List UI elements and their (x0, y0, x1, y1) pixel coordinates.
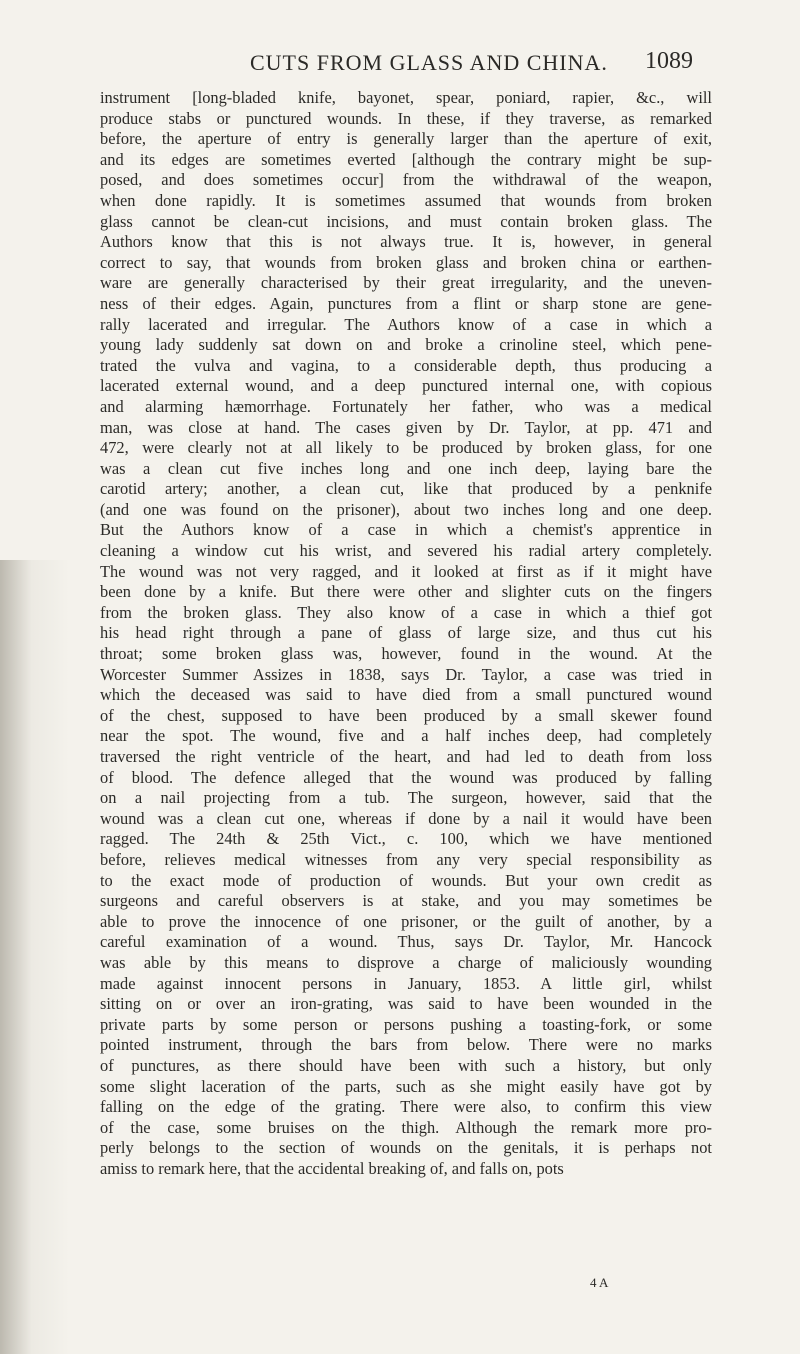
page-number: 1089 (645, 48, 693, 74)
text-line: traversed the right ventricle of the heart, and had led to death from loss (100, 747, 712, 766)
text-line: when done rapidly. It is sometimes assumed that wounds from broken (100, 190, 712, 210)
text-line: instrument [long-bladed knife, bayonet, spear, poniard, rapier, &c., will (100, 88, 712, 107)
text-line: Worcester Summer Assizes in 1838, says Dr. Taylor, a case was tried in (100, 664, 712, 684)
text-line: which the deceased was said to have died from a small punctured wound (100, 685, 712, 705)
text-line: sitting on or over an iron-grating, was said to have been wounded in the (100, 994, 712, 1014)
text-line: to the exact mode of production of wounds. But your own credit as (100, 870, 712, 890)
text-line: private parts by some person or persons pushing a toasting-fork, or some (100, 1014, 712, 1034)
text-line: pointed instrument, through the bars from below. There were no marks (100, 1035, 712, 1055)
text-line: glass cannot be clean-cut incisions, and must contain broken glass. The (100, 211, 712, 231)
text-line: of punctures, as there should have been with such a history, but only (100, 1055, 712, 1075)
text-line: able to prove the innocence of one prisoner, or the guilt of another, by a (100, 911, 712, 931)
text-line: of blood. The defence alleged that the wound was produced by falling (100, 767, 712, 787)
text-line: his head right through a pane of glass of large size, and thus cut his (100, 623, 712, 643)
text-line: perly belongs to the section of wounds on the genitals, it is perhaps not (100, 1138, 712, 1158)
text-line: throat; some broken glass was, however, found in the wound. At the (100, 644, 712, 664)
text-line: correct to say, that wounds from broken glass and broken china or earthen- (100, 252, 712, 272)
text-line: cleaning a window cut his wrist, and severed his radial artery completely. (100, 541, 712, 561)
text-line: some slight laceration of the parts, such as she might easily have got by (100, 1076, 712, 1096)
text-line: and alarming hæmorrhage. Fortunately her father, who was a medical (100, 396, 712, 416)
text-line: falling on the edge of the grating. There were also, to confirm this view (100, 1097, 712, 1117)
text-line: of the case, some bruises on the thigh. Although the remark more pro- (100, 1117, 712, 1137)
text-line: and its edges are sometimes everted [although the contrary might be sup- (100, 149, 712, 169)
page-edge-shadow (0, 560, 70, 1354)
text-line: before, the aperture of entry is generally larger than the aperture of exit, (100, 129, 712, 149)
running-head: CUTS FROM GLASS AND CHINA. (250, 50, 608, 75)
text-line: trated the vulva and vagina, to a considerable depth, thus producing a (100, 355, 712, 375)
text-line: wound was a clean cut one, whereas if done by a nail it would have been (100, 808, 712, 828)
text-line: produce stabs or punctured wounds. In these, if they traverse, as remarked (100, 108, 712, 128)
text-line: rally lacerated and irregular. The Authors know of a case in which a (100, 314, 712, 334)
signature-mark: 4 A (590, 1275, 609, 1290)
text-line: lacerated external wound, and a deep punctured internal one, with copious (100, 376, 712, 396)
text-line: The wound was not very ragged, and it looked at first as if it might have (100, 561, 712, 581)
text-line: man, was close at hand. The cases given by Dr. Taylor, at pp. 471 and (100, 417, 712, 437)
text-line: been done by a knife. But there were other and slighter cuts on the fingers (100, 582, 712, 602)
text-line: was a clean cut five inches long and one inch deep, laying bare the (100, 458, 712, 478)
text-line: (and one was found on the prisoner), about two inches long and one deep. (100, 499, 712, 519)
text-line: ragged. The 24th & 25th Vict., c. 100, which we have mentioned (100, 829, 712, 849)
text-line: careful examination of a wound. Thus, says Dr. Taylor, Mr. Hancock (100, 932, 712, 952)
text-line: young lady suddenly sat down on and broke a crinoline steel, which pene- (100, 335, 712, 355)
text-line: 472, were clearly not at all likely to be produced by broken glass, for one (100, 438, 712, 458)
text-line: But the Authors know of a case in which a chemist's apprentice in (100, 520, 712, 540)
text-line: before, relieves medical witnesses from any very special responsibility as (100, 849, 712, 869)
text-line: on a nail projecting from a tub. The surgeon, however, said that the (100, 788, 712, 808)
text-line: of the chest, supposed to have been produced by a small skewer found (100, 705, 712, 725)
body-text (100, 88, 712, 1179)
text-line: near the spot. The wound, five and a half inches deep, had completely (100, 726, 712, 746)
text-line: was able by this means to disprove a charge of maliciously wounding (100, 952, 712, 972)
text-line: amiss to remark here, that the accidental breaking of, and falls on, pots (100, 1158, 564, 1178)
text-line: ness of their edges. Again, punctures from a flint or sharp stone are gene- (100, 293, 712, 313)
text-line: carotid artery; another, a clean cut, like that produced by a penknife (100, 479, 712, 499)
text-line: ware are generally characterised by their great irregularity, and the uneven- (100, 273, 712, 293)
text-line: posed, and does sometimes occur] from the withdrawal of the weapon, (100, 170, 712, 190)
text-line: Authors know that this is not always true. It is, however, in general (100, 232, 712, 252)
text-line: made against innocent persons in January, 1853. A little girl, whilst (100, 973, 712, 993)
text-line: from the broken glass. They also know of a case in which a thief got (100, 602, 712, 622)
text-line: surgeons and careful observers is at stake, and you may sometimes be (100, 891, 712, 911)
